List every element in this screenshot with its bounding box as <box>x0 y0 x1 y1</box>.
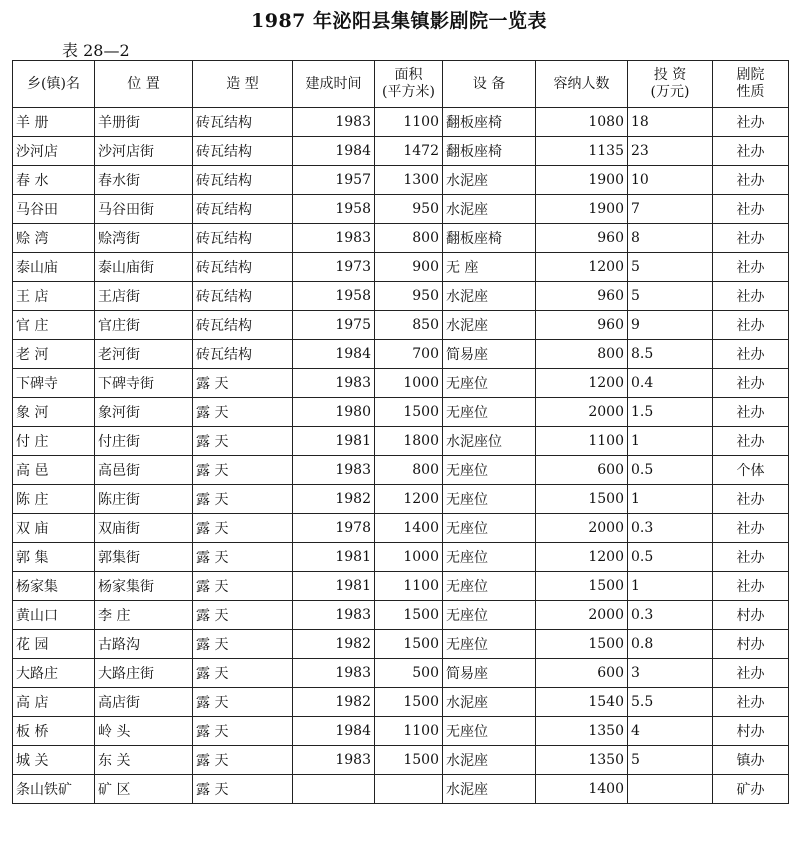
cell-nature: 社办 <box>713 572 789 601</box>
cell-equipment: 无 座 <box>443 253 536 282</box>
cell-area: 800 <box>375 224 443 253</box>
cell-equipment: 无座位 <box>443 717 536 746</box>
cell-location: 象河街 <box>95 398 193 427</box>
cell-year: 1957 <box>293 166 375 195</box>
cell-capacity: 1100 <box>536 427 628 456</box>
cell-nature: 社办 <box>713 543 789 572</box>
cell-area: 700 <box>375 340 443 369</box>
cell-structure: 露 天 <box>193 717 293 746</box>
table-row <box>13 253 789 282</box>
cell-equipment: 简易座 <box>443 659 536 688</box>
cell-year: 1975 <box>293 311 375 340</box>
cell-area: 950 <box>375 282 443 311</box>
cell-location: 赊湾街 <box>95 224 193 253</box>
cell-location: 高店街 <box>95 688 193 717</box>
cell-year: 1982 <box>293 485 375 514</box>
cell-town: 黄山口 <box>13 601 95 630</box>
cell-location: 岭 头 <box>95 717 193 746</box>
cell-nature: 社办 <box>713 137 789 166</box>
cell-capacity: 1900 <box>536 166 628 195</box>
table-row <box>13 630 789 659</box>
cell-town: 马谷田 <box>13 195 95 224</box>
cell-year: 1958 <box>293 195 375 224</box>
cell-location: 李 庄 <box>95 601 193 630</box>
cell-town: 高 邑 <box>13 456 95 485</box>
cell-structure: 砖瓦结构 <box>193 137 293 166</box>
table-number: 表 28—2 <box>62 41 130 60</box>
cell-town: 板 桥 <box>13 717 95 746</box>
cell-nature: 社办 <box>713 369 789 398</box>
table-row <box>13 775 789 804</box>
header-town: 乡(镇)名 <box>13 61 95 108</box>
header-investment-line2: (万元) <box>650 84 690 100</box>
cell-equipment: 无座位 <box>443 572 536 601</box>
cell-capacity: 2000 <box>536 514 628 543</box>
header-investment <box>628 61 713 108</box>
cell-investment: 4 <box>628 717 713 746</box>
cell-equipment: 水泥座 <box>443 688 536 717</box>
cell-year: 1982 <box>293 688 375 717</box>
cell-investment: 0.4 <box>628 369 713 398</box>
cell-equipment: 无座位 <box>443 514 536 543</box>
cell-structure: 砖瓦结构 <box>193 166 293 195</box>
cell-location: 大路庄街 <box>95 659 193 688</box>
cell-nature: 社办 <box>713 688 789 717</box>
cell-location: 老河街 <box>95 340 193 369</box>
cell-investment: 1.5 <box>628 398 713 427</box>
cell-equipment: 无座位 <box>443 630 536 659</box>
cell-equipment: 无座位 <box>443 543 536 572</box>
cell-capacity: 960 <box>536 282 628 311</box>
header-area-line2: (平方米) <box>382 84 435 100</box>
cell-location: 付庄街 <box>95 427 193 456</box>
cell-town: 春 水 <box>13 166 95 195</box>
cell-capacity: 960 <box>536 311 628 340</box>
cell-capacity: 1500 <box>536 485 628 514</box>
cell-area: 1400 <box>375 514 443 543</box>
cell-capacity: 1400 <box>536 775 628 804</box>
table-row <box>13 282 789 311</box>
header-structure: 造 型 <box>193 61 293 108</box>
cell-structure: 露 天 <box>193 775 293 804</box>
cell-town: 沙河店 <box>13 137 95 166</box>
cell-nature: 社办 <box>713 108 789 137</box>
cell-equipment: 水泥座 <box>443 166 536 195</box>
cell-structure: 砖瓦结构 <box>193 195 293 224</box>
table-row <box>13 166 789 195</box>
cell-nature: 镇办 <box>713 746 789 775</box>
cell-town: 赊 湾 <box>13 224 95 253</box>
cell-equipment: 无座位 <box>443 398 536 427</box>
table-row <box>13 514 789 543</box>
cell-year: 1983 <box>293 601 375 630</box>
cell-capacity: 2000 <box>536 601 628 630</box>
cell-year: 1983 <box>293 224 375 253</box>
table-row <box>13 746 789 775</box>
cell-equipment: 无座位 <box>443 456 536 485</box>
cell-area: 800 <box>375 456 443 485</box>
cell-investment: 0.8 <box>628 630 713 659</box>
theater-table <box>12 60 789 804</box>
cell-equipment: 翻板座椅 <box>443 137 536 166</box>
cell-equipment: 水泥座 <box>443 311 536 340</box>
cell-nature: 社办 <box>713 282 789 311</box>
table-row <box>13 369 789 398</box>
cell-equipment: 水泥座 <box>443 775 536 804</box>
cell-location: 泰山庙街 <box>95 253 193 282</box>
cell-town: 大路庄 <box>13 659 95 688</box>
header-area <box>375 61 443 108</box>
cell-investment: 18 <box>628 108 713 137</box>
cell-town: 郭 集 <box>13 543 95 572</box>
cell-structure: 露 天 <box>193 746 293 775</box>
cell-year: 1984 <box>293 717 375 746</box>
cell-town: 条山铁矿 <box>13 775 95 804</box>
cell-structure: 露 天 <box>193 572 293 601</box>
cell-location: 王店街 <box>95 282 193 311</box>
cell-location: 春水街 <box>95 166 193 195</box>
cell-nature: 村办 <box>713 630 789 659</box>
cell-year: 1978 <box>293 514 375 543</box>
cell-location: 下碑寺街 <box>95 369 193 398</box>
cell-town: 花 园 <box>13 630 95 659</box>
cell-investment: 8 <box>628 224 713 253</box>
header-investment-line1: 投 资 <box>653 67 687 83</box>
cell-nature: 社办 <box>713 485 789 514</box>
cell-year: 1958 <box>293 282 375 311</box>
header-area-line1: 面积 <box>394 67 423 83</box>
cell-area: 950 <box>375 195 443 224</box>
cell-year: 1983 <box>293 659 375 688</box>
cell-town: 老 河 <box>13 340 95 369</box>
header-nature-line2: 性质 <box>736 84 765 100</box>
cell-area <box>375 775 443 804</box>
cell-town: 官 庄 <box>13 311 95 340</box>
header-row <box>13 61 789 108</box>
cell-investment: 8.5 <box>628 340 713 369</box>
cell-year: 1981 <box>293 572 375 601</box>
cell-capacity: 600 <box>536 659 628 688</box>
cell-capacity: 1500 <box>536 630 628 659</box>
cell-location: 东 关 <box>95 746 193 775</box>
cell-structure: 砖瓦结构 <box>193 224 293 253</box>
cell-town: 泰山庙 <box>13 253 95 282</box>
cell-capacity: 1200 <box>536 543 628 572</box>
cell-equipment: 水泥座 <box>443 195 536 224</box>
cell-structure: 砖瓦结构 <box>193 340 293 369</box>
cell-nature: 社办 <box>713 311 789 340</box>
cell-year <box>293 775 375 804</box>
cell-equipment: 水泥座 <box>443 282 536 311</box>
table-row <box>13 485 789 514</box>
cell-equipment: 简易座 <box>443 340 536 369</box>
cell-town: 杨家集 <box>13 572 95 601</box>
cell-investment: 0.3 <box>628 514 713 543</box>
cell-location: 双庙街 <box>95 514 193 543</box>
cell-year: 1982 <box>293 630 375 659</box>
cell-investment: 7 <box>628 195 713 224</box>
cell-year: 1983 <box>293 369 375 398</box>
cell-area: 1100 <box>375 717 443 746</box>
cell-year: 1980 <box>293 398 375 427</box>
cell-investment: 0.5 <box>628 543 713 572</box>
cell-area: 1100 <box>375 108 443 137</box>
table-row <box>13 195 789 224</box>
cell-structure: 露 天 <box>193 659 293 688</box>
cell-location: 郭集街 <box>95 543 193 572</box>
cell-nature: 个体 <box>713 456 789 485</box>
cell-capacity: 1540 <box>536 688 628 717</box>
cell-equipment: 无座位 <box>443 601 536 630</box>
cell-area: 1800 <box>375 427 443 456</box>
cell-area: 1200 <box>375 485 443 514</box>
cell-location: 矿 区 <box>95 775 193 804</box>
cell-area: 1500 <box>375 630 443 659</box>
header-equipment: 设 备 <box>443 61 536 108</box>
cell-capacity: 1200 <box>536 253 628 282</box>
cell-year: 1983 <box>293 456 375 485</box>
cell-investment: 1 <box>628 572 713 601</box>
cell-structure: 露 天 <box>193 485 293 514</box>
header-capacity: 容纳人数 <box>536 61 628 108</box>
cell-investment: 5 <box>628 253 713 282</box>
table-row <box>13 311 789 340</box>
table-body <box>13 108 789 804</box>
cell-area: 1500 <box>375 688 443 717</box>
table-row <box>13 427 789 456</box>
cell-investment: 1 <box>628 485 713 514</box>
cell-investment: 23 <box>628 137 713 166</box>
table-row <box>13 659 789 688</box>
cell-structure: 露 天 <box>193 688 293 717</box>
cell-capacity: 1350 <box>536 717 628 746</box>
cell-investment: 5.5 <box>628 688 713 717</box>
header-location: 位 置 <box>95 61 193 108</box>
cell-equipment: 水泥座 <box>443 746 536 775</box>
cell-area: 1500 <box>375 746 443 775</box>
cell-nature: 社办 <box>713 659 789 688</box>
cell-area: 500 <box>375 659 443 688</box>
cell-year: 1984 <box>293 137 375 166</box>
cell-structure: 露 天 <box>193 514 293 543</box>
cell-structure: 露 天 <box>193 543 293 572</box>
table-row <box>13 137 789 166</box>
cell-capacity: 1080 <box>536 108 628 137</box>
cell-nature: 矿办 <box>713 775 789 804</box>
cell-town: 象 河 <box>13 398 95 427</box>
cell-structure: 砖瓦结构 <box>193 311 293 340</box>
cell-investment <box>628 775 713 804</box>
table-row <box>13 572 789 601</box>
cell-area: 1000 <box>375 543 443 572</box>
cell-equipment: 无座位 <box>443 485 536 514</box>
cell-town: 付 庄 <box>13 427 95 456</box>
cell-investment: 3 <box>628 659 713 688</box>
cell-structure: 露 天 <box>193 456 293 485</box>
cell-structure: 砖瓦结构 <box>193 282 293 311</box>
cell-structure: 露 天 <box>193 369 293 398</box>
cell-capacity: 600 <box>536 456 628 485</box>
cell-area: 1100 <box>375 572 443 601</box>
cell-area: 1000 <box>375 369 443 398</box>
cell-capacity: 2000 <box>536 398 628 427</box>
cell-location: 古路沟 <box>95 630 193 659</box>
cell-investment: 5 <box>628 746 713 775</box>
cell-area: 1500 <box>375 601 443 630</box>
cell-nature: 社办 <box>713 166 789 195</box>
cell-investment: 1 <box>628 427 713 456</box>
cell-capacity: 1500 <box>536 572 628 601</box>
cell-location: 陈庄街 <box>95 485 193 514</box>
cell-year: 1973 <box>293 253 375 282</box>
cell-town: 王 店 <box>13 282 95 311</box>
cell-town: 羊 册 <box>13 108 95 137</box>
cell-investment: 0.3 <box>628 601 713 630</box>
cell-nature: 社办 <box>713 398 789 427</box>
table-row <box>13 108 789 137</box>
cell-location: 官庄街 <box>95 311 193 340</box>
cell-nature: 社办 <box>713 224 789 253</box>
table-row <box>13 543 789 572</box>
cell-structure: 露 天 <box>193 601 293 630</box>
cell-nature: 社办 <box>713 427 789 456</box>
cell-year: 1983 <box>293 746 375 775</box>
cell-year: 1984 <box>293 340 375 369</box>
cell-location: 杨家集街 <box>95 572 193 601</box>
table-row <box>13 224 789 253</box>
cell-location: 高邑街 <box>95 456 193 485</box>
cell-equipment: 翻板座椅 <box>443 108 536 137</box>
cell-area: 1500 <box>375 398 443 427</box>
table-row <box>13 398 789 427</box>
cell-capacity: 1350 <box>536 746 628 775</box>
table-row <box>13 688 789 717</box>
cell-nature: 社办 <box>713 514 789 543</box>
cell-nature: 社办 <box>713 253 789 282</box>
cell-equipment: 水泥座位 <box>443 427 536 456</box>
cell-nature: 村办 <box>713 717 789 746</box>
cell-town: 下碑寺 <box>13 369 95 398</box>
table-row <box>13 340 789 369</box>
cell-investment: 10 <box>628 166 713 195</box>
cell-location: 马谷田街 <box>95 195 193 224</box>
table-row <box>13 717 789 746</box>
table-row <box>13 456 789 485</box>
cell-structure: 砖瓦结构 <box>193 253 293 282</box>
cell-structure: 露 天 <box>193 398 293 427</box>
cell-area: 850 <box>375 311 443 340</box>
cell-nature: 社办 <box>713 195 789 224</box>
cell-town: 城 关 <box>13 746 95 775</box>
cell-structure: 露 天 <box>193 630 293 659</box>
table-row <box>13 601 789 630</box>
cell-year: 1981 <box>293 543 375 572</box>
cell-town: 双 庙 <box>13 514 95 543</box>
cell-area: 900 <box>375 253 443 282</box>
cell-capacity: 1900 <box>536 195 628 224</box>
cell-town: 陈 庄 <box>13 485 95 514</box>
cell-investment: 0.5 <box>628 456 713 485</box>
cell-structure: 露 天 <box>193 427 293 456</box>
cell-equipment: 无座位 <box>443 369 536 398</box>
cell-structure: 砖瓦结构 <box>193 108 293 137</box>
cell-area: 1300 <box>375 166 443 195</box>
cell-capacity: 800 <box>536 340 628 369</box>
header-year: 建成时间 <box>293 61 375 108</box>
table-title: 1987 年泌阳县集镇影剧院一览表 <box>251 10 547 32</box>
cell-equipment: 翻板座椅 <box>443 224 536 253</box>
cell-town: 高 店 <box>13 688 95 717</box>
cell-investment: 5 <box>628 282 713 311</box>
cell-year: 1981 <box>293 427 375 456</box>
cell-area: 1472 <box>375 137 443 166</box>
cell-year: 1983 <box>293 108 375 137</box>
cell-location: 羊册街 <box>95 108 193 137</box>
cell-nature: 村办 <box>713 601 789 630</box>
cell-capacity: 1135 <box>536 137 628 166</box>
header-nature-line1: 剧院 <box>736 67 765 83</box>
header-nature <box>713 61 789 108</box>
cell-investment: 9 <box>628 311 713 340</box>
cell-capacity: 1200 <box>536 369 628 398</box>
cell-location: 沙河店街 <box>95 137 193 166</box>
cell-capacity: 960 <box>536 224 628 253</box>
cell-nature: 社办 <box>713 340 789 369</box>
